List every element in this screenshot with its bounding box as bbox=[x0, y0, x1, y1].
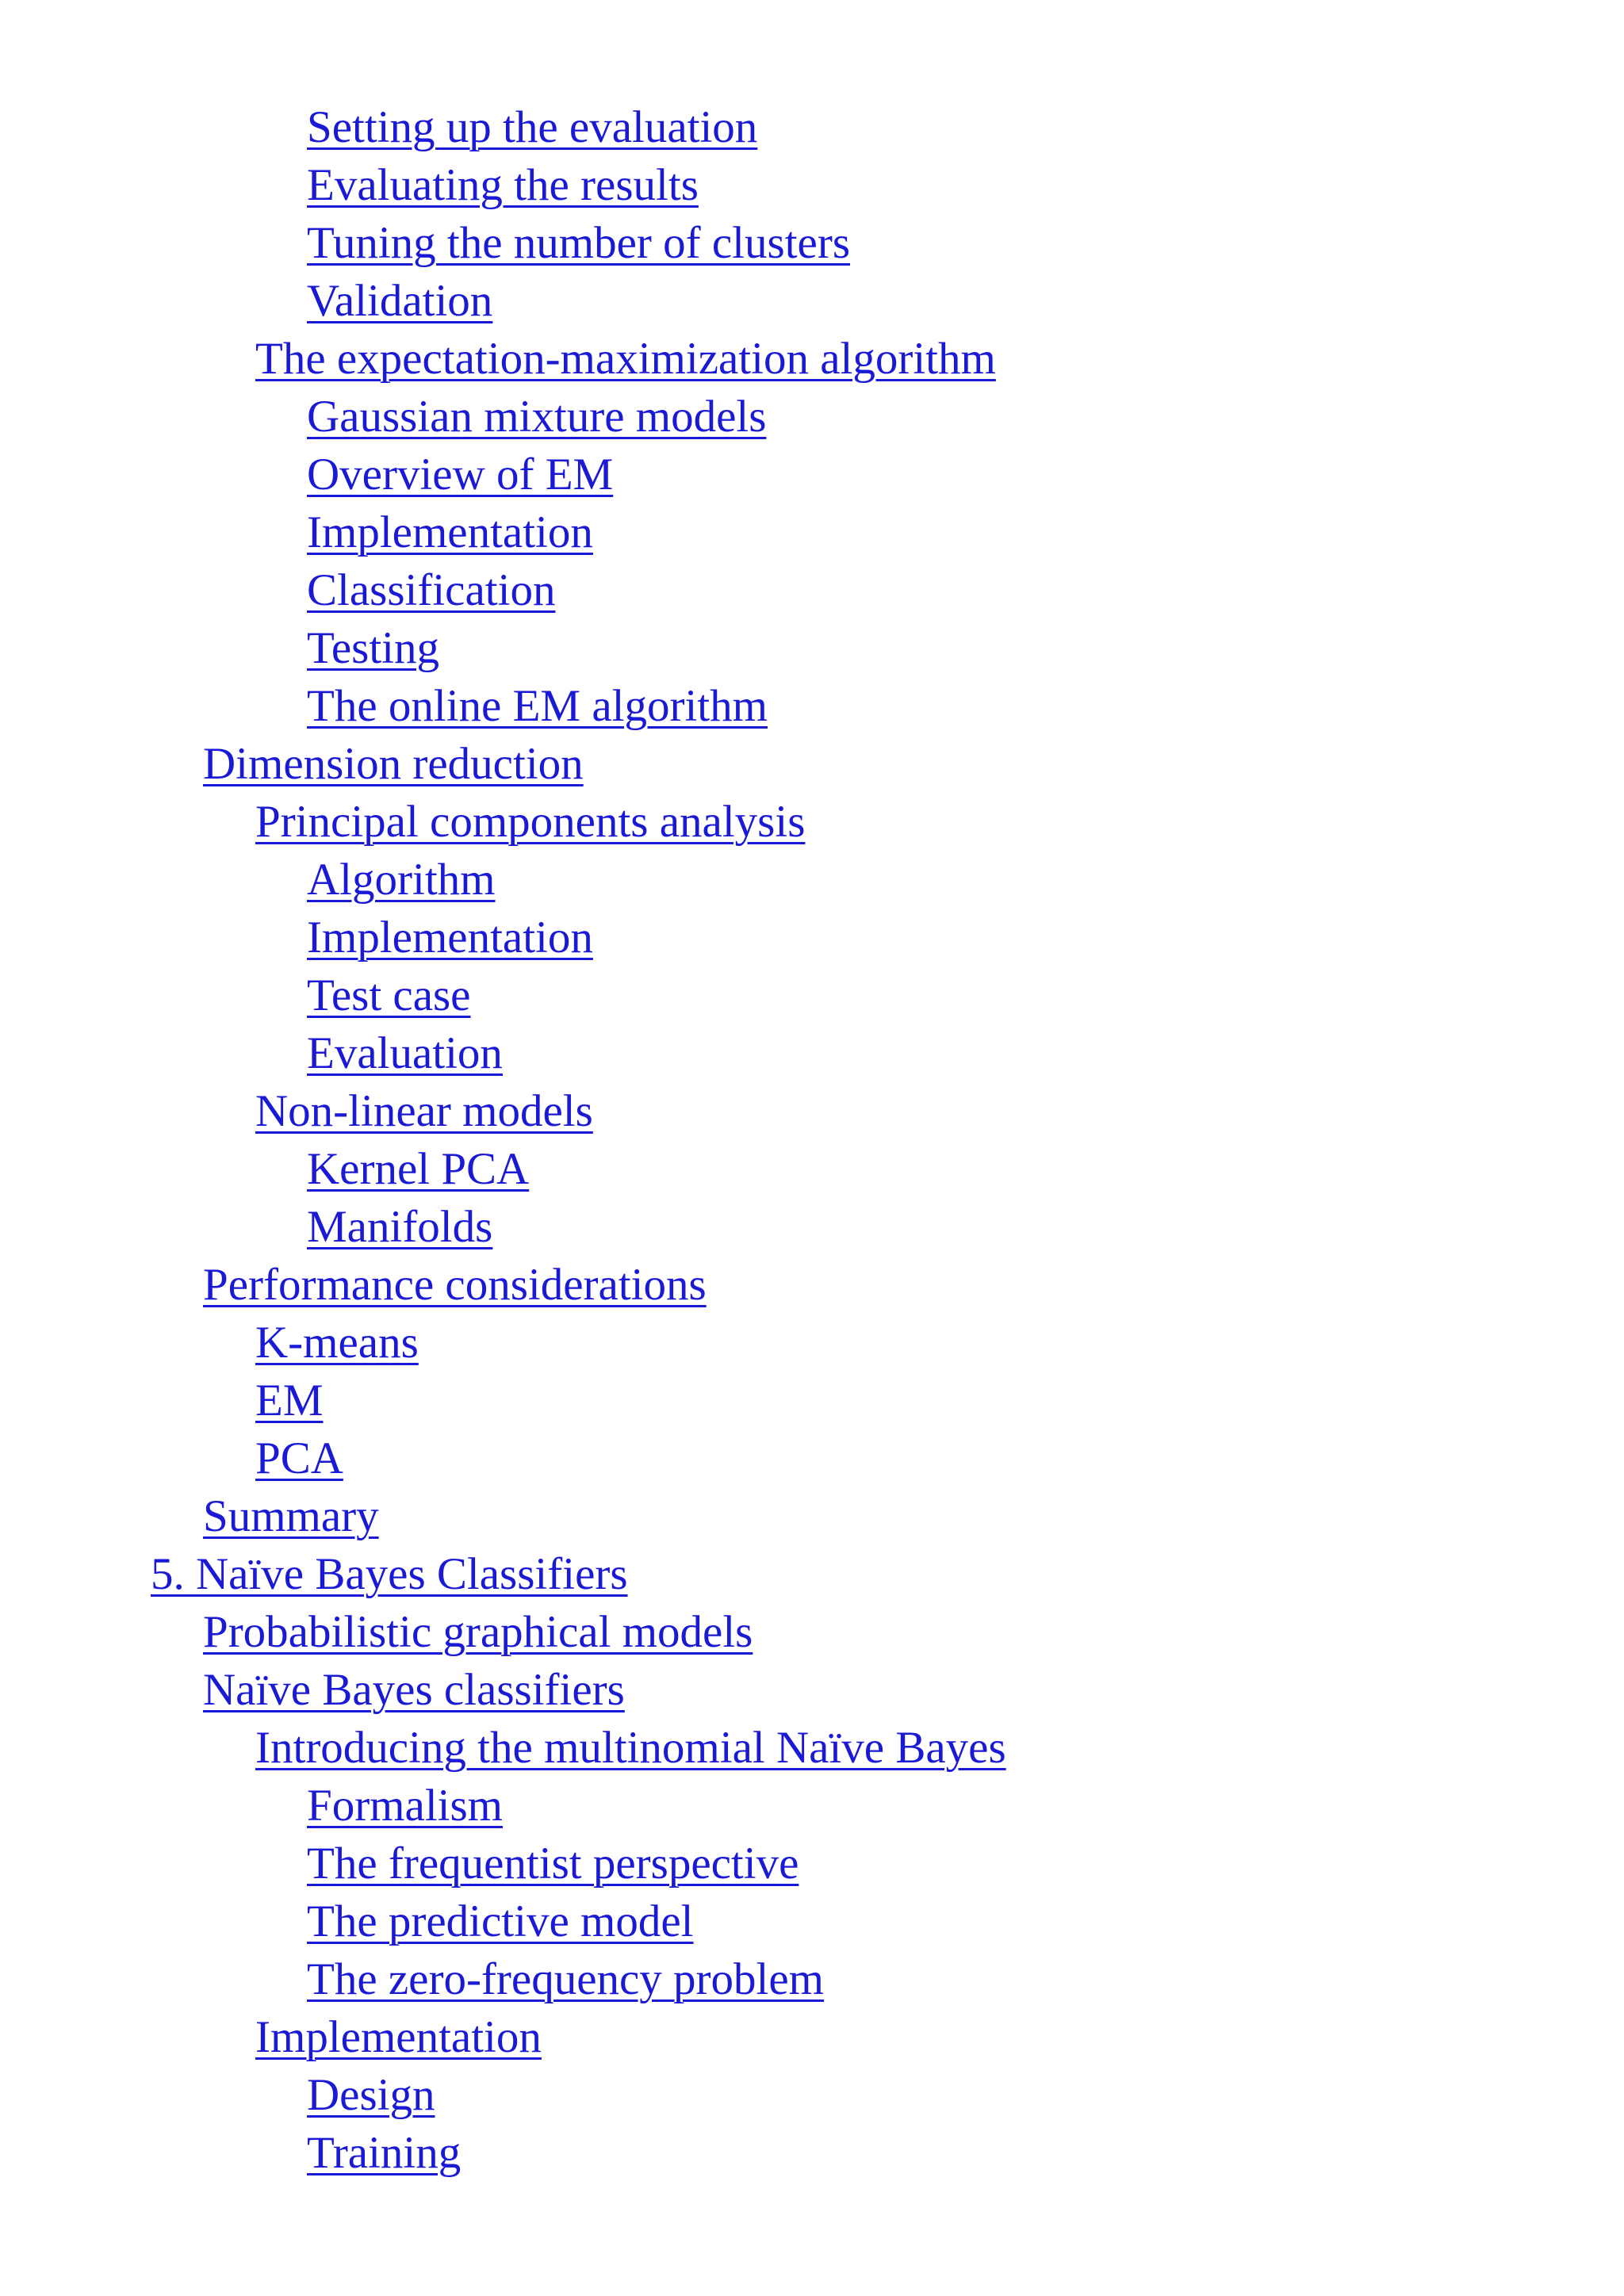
toc-entry bbox=[0, 446, 1624, 503]
toc-entry bbox=[0, 677, 1624, 735]
toc-link[interactable]: Evaluating the results bbox=[307, 160, 699, 210]
toc-link[interactable]: Tuning the number of clusters bbox=[307, 218, 851, 268]
toc-link[interactable]: Overview of EM bbox=[307, 450, 614, 499]
toc-entry bbox=[0, 1314, 1624, 1372]
toc-link[interactable]: Algorithm bbox=[307, 855, 496, 905]
toc-link[interactable]: PCA bbox=[255, 1433, 343, 1483]
toc-link[interactable]: Setting up the evaluation bbox=[307, 102, 758, 152]
toc-link[interactable]: Gaussian mixture models bbox=[307, 392, 767, 442]
toc-entry bbox=[0, 1545, 1624, 1603]
toc-entry bbox=[0, 1777, 1624, 1835]
toc-link[interactable]: K-means bbox=[255, 1318, 419, 1368]
toc-link[interactable]: The predictive model bbox=[307, 1896, 694, 1946]
toc-entry bbox=[0, 1661, 1624, 1719]
toc-entry bbox=[0, 1950, 1624, 2008]
toc-link[interactable]: The frequentist perspective bbox=[307, 1839, 799, 1888]
toc-link[interactable]: Implementation bbox=[307, 913, 593, 962]
toc-link[interactable]: Classification bbox=[307, 565, 556, 615]
toc-entry bbox=[0, 1487, 1624, 1545]
toc-link[interactable]: Implementation bbox=[255, 2012, 542, 2062]
toc-entry bbox=[0, 2124, 1624, 2182]
toc-entry bbox=[0, 909, 1624, 966]
toc-link[interactable]: Manifolds bbox=[307, 1202, 493, 1252]
toc-entry bbox=[0, 2008, 1624, 2066]
toc-entry bbox=[0, 1603, 1624, 1661]
toc-entry bbox=[0, 156, 1624, 214]
toc-link[interactable]: 5. Naïve Bayes Classifiers bbox=[151, 1549, 628, 1599]
toc-entry bbox=[0, 214, 1624, 272]
toc-entry bbox=[0, 735, 1624, 793]
toc-entry bbox=[0, 1024, 1624, 1082]
toc-entry bbox=[0, 330, 1624, 388]
toc-entry bbox=[0, 503, 1624, 561]
toc-link[interactable]: EM bbox=[255, 1376, 324, 1425]
toc-link[interactable]: Summary bbox=[203, 1491, 379, 1541]
toc-entry bbox=[0, 793, 1624, 851]
toc-entry bbox=[0, 1372, 1624, 1429]
table-of-contents bbox=[0, 98, 1624, 2182]
toc-link[interactable]: Design bbox=[307, 2070, 435, 2120]
toc-entry bbox=[0, 1140, 1624, 1198]
toc-link[interactable]: Dimension reduction bbox=[203, 739, 584, 789]
toc-entry bbox=[0, 561, 1624, 619]
toc-entry bbox=[0, 1082, 1624, 1140]
toc-link[interactable]: Formalism bbox=[307, 1781, 504, 1831]
toc-entry bbox=[0, 1892, 1624, 1950]
toc-entry bbox=[0, 1256, 1624, 1314]
toc-link[interactable]: Testing bbox=[307, 623, 439, 673]
toc-entry bbox=[0, 1719, 1624, 1777]
toc-link[interactable]: Principal components analysis bbox=[255, 797, 806, 847]
toc-link[interactable]: The zero-frequency problem bbox=[307, 1954, 824, 2004]
toc-entry bbox=[0, 2066, 1624, 2124]
toc-link[interactable]: Training bbox=[307, 2128, 462, 2178]
toc-entry bbox=[0, 966, 1624, 1024]
toc-link[interactable]: Non-linear models bbox=[255, 1086, 593, 1136]
toc-link[interactable]: Performance considerations bbox=[203, 1260, 707, 1310]
toc-entry bbox=[0, 851, 1624, 909]
toc-link[interactable]: Introducing the multinomial Naïve Bayes bbox=[255, 1723, 1006, 1773]
toc-link[interactable]: The online EM algorithm bbox=[307, 681, 768, 731]
toc-link[interactable]: Naïve Bayes classifiers bbox=[203, 1665, 625, 1715]
toc-link[interactable]: The expectation-maximization algorithm bbox=[255, 334, 996, 384]
toc-link[interactable]: Kernel PCA bbox=[307, 1144, 530, 1194]
toc-entry bbox=[0, 1198, 1624, 1256]
toc-entry bbox=[0, 1429, 1624, 1487]
toc-entry bbox=[0, 1835, 1624, 1892]
toc-entry bbox=[0, 98, 1624, 156]
toc-link[interactable]: Test case bbox=[307, 970, 471, 1020]
toc-entry bbox=[0, 388, 1624, 446]
toc-entry bbox=[0, 272, 1624, 330]
toc-entry bbox=[0, 619, 1624, 677]
toc-link[interactable]: Validation bbox=[307, 276, 493, 326]
toc-link[interactable]: Implementation bbox=[307, 507, 593, 557]
toc-link[interactable]: Evaluation bbox=[307, 1028, 503, 1078]
toc-link[interactable]: Probabilistic graphical models bbox=[203, 1607, 753, 1657]
